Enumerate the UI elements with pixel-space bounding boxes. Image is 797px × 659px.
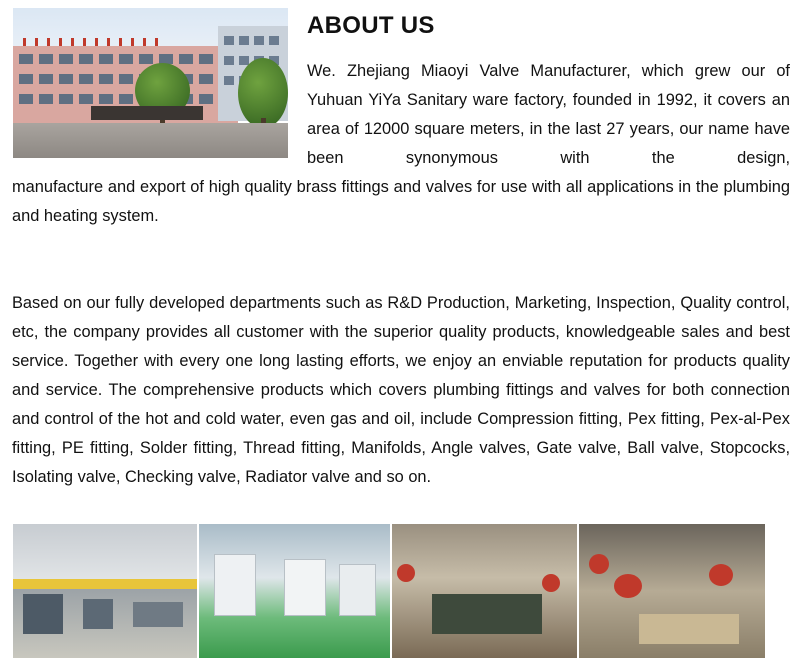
workshop-photo-2 bbox=[199, 524, 390, 658]
intro-paragraph-part-2: manufacture and export of high quality brass fittings and valves for use with all applications in the plumbing and heating system. bbox=[12, 178, 790, 225]
page-title: ABOUT US bbox=[307, 12, 435, 39]
company-description-paragraph: Based on our fully developed departments such as R&D Production, Marketing, Inspection, Quality control, etc, the company provides all customer with the superior quality products, knowledgeable sales and best service. Together with every one long lasting efforts, we enjoy an enviable reputation for products quality and service. The comprehensive products which covers plumbing fittings and valves for both connection and control of the hot and cold water, even gas and oil, include Compression fitting, Pex fitting, Pex-al-Pex fitting, PE fitting, Solder fitting, Thread fitting, Manifolds, Angle valves, Gate valve, Ball valve, Stopcocks, Isolating valve, Checking valve, Radiator valve and so on. bbox=[12, 294, 790, 486]
workshop-photo-4 bbox=[579, 524, 765, 658]
factory-exterior-photo bbox=[13, 8, 288, 158]
workshop-photo-1 bbox=[13, 524, 197, 658]
workshop-photo-3 bbox=[392, 524, 577, 658]
intro-paragraph-part-1: We. Zhejiang Miaoyi Valve Manufacturer, which grew our of Yuhuan YiYa Sanitary ware factory, founded in 1992, it covers an area of 12000 square meters, in the last 27 years, our name have been synonymous with the design, bbox=[307, 62, 790, 167]
